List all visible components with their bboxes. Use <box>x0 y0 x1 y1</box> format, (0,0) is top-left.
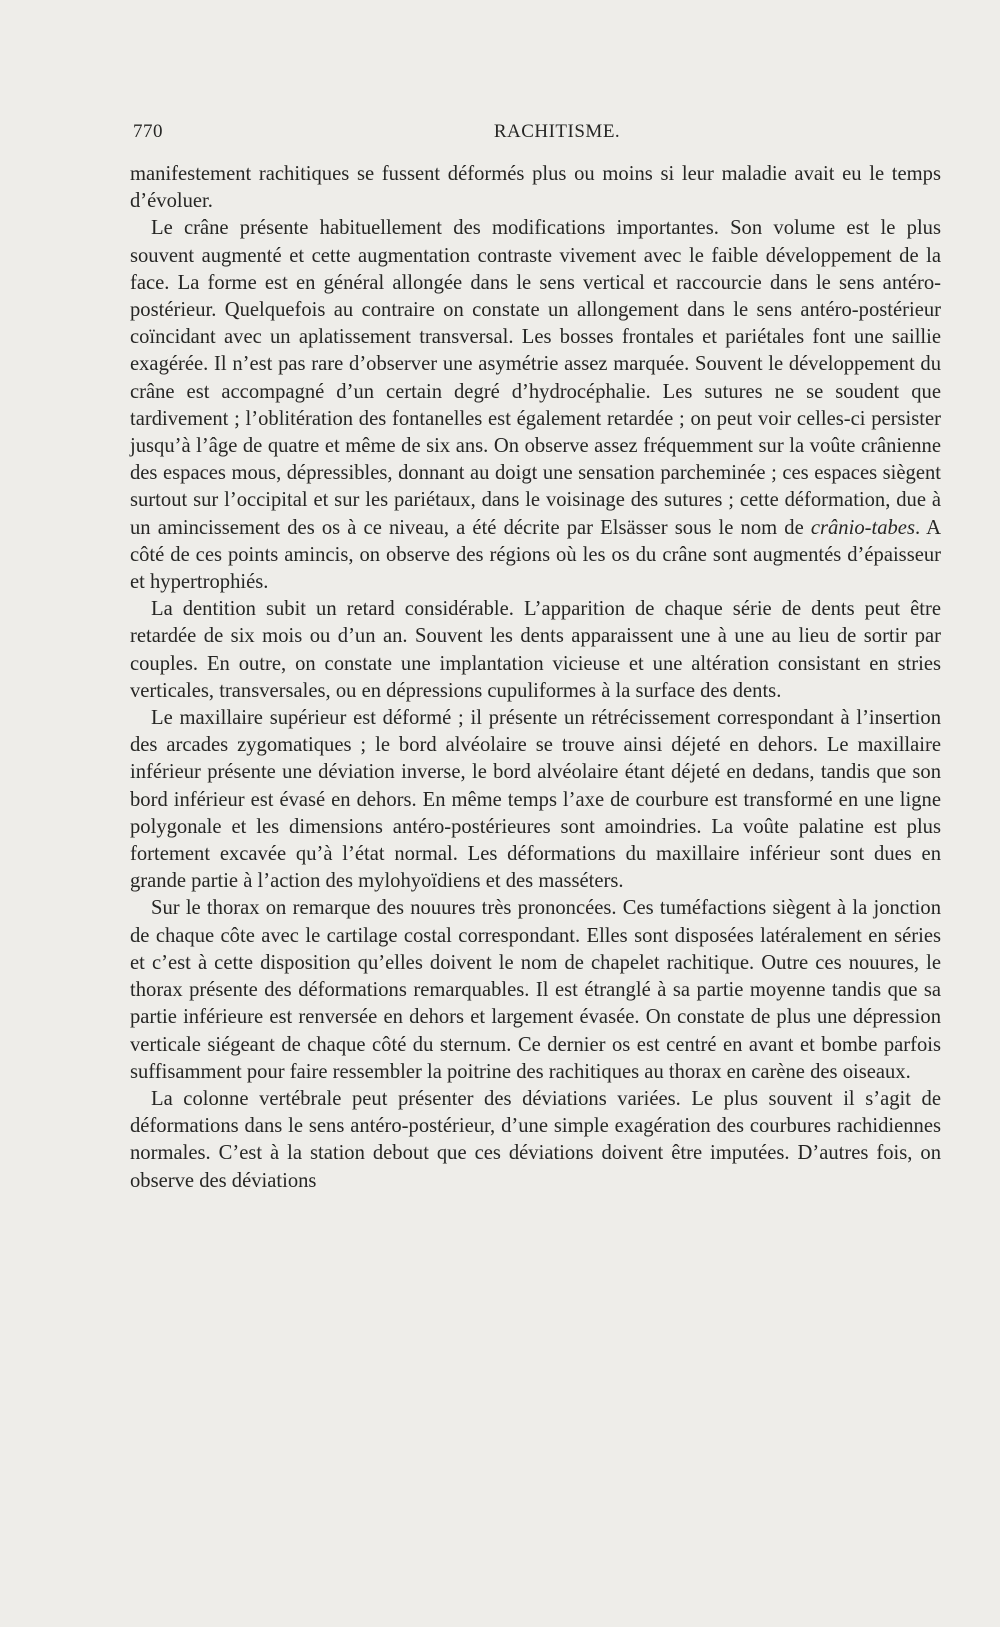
text-run: manifestement rachitiques se fussent déformés plus ou moins si leur maladie avait eu le temps d’évoluer. <box>130 163 941 213</box>
paragraph-thorax <box>130 895 941 1085</box>
text-run: La colonne vertébrale peut présenter des déviations variées. Le plus souvent il s’agit de déformations dans le sens antéro-postérieur, d’une simple exagération des courbures rachidiennes normales. C’est à la station debout que ces déviations doivent être imputées. D’autres fois, on observe des déviations <box>130 1087 941 1192</box>
text-run: Sur le thorax on remarque des nouures très prononcées. Ces tuméfactions siègent à la jonction de chaque côte avec le cartilage costal correspondant. Elles sont disposées latéralement en séries et c’est à cette disposition qu’elles doivent le nom de chapelet rachitique. Outre ces nouures, le thorax présente des déformations remarquables. Il est étranglé à sa partie moyenne tandis que sa partie inférieure est renversée en dehors et largement évasée. On constate de plus une dépression verticale siégeant de chaque côté du sternum. Ce dernier os est centré en avant et bombe parfois suffisamment pour faire ressembler la poitrine des rachitiques au thorax en carène des oiseaux. <box>130 897 941 1083</box>
running-title: RACHITISME. <box>493 121 621 142</box>
body-text <box>130 161 941 1195</box>
text-run: Le crâne présente habituellement des modifications importantes. Son volume est le plus souvent augmenté et cette augmentation contraste vivement avec le faible développement de la face. La forme est en général allongée dans le sens vertical et raccourcie dans le sens antéro-postérieur. Quelquefois au contraire on constate un allongement dans le sens antéro-postérieur coïncidant avec un aplatissement transversal. Les bosses frontales et pariétales font une saillie exagérée. Il n’est pas rare d’observer une asymétrie assez marquée. Souvent le développement du crâne est accompagné d’un certain degré d’hydrocéphalie. Les sutures ne se soudent que tardivement ; l’oblitération des fontanelles est également retardée ; on peut voir celles-ci persister jusqu’à l’âge de quatre et même de six ans. On observe assez fréquemment sur la voûte crânienne des espaces mous, dépressibles, donnant au doigt une sensation parcheminée ; ces espaces siègent surtout sur l’occipital et sur les pariétaux, dans le voisinage des sutures ; cette déformation, due à un amincissement des os à ce niveau, a été décrite par Elsässer sous le nom de <box>130 217 941 539</box>
italic-term: crânio-tabes <box>810 516 915 539</box>
paragraph-continued <box>130 161 941 215</box>
text-run: . A côté de ces points amincis, on observe des régions où les os du crâne sont augmentés d’épaisseur et hypertrophiés. <box>130 516 941 594</box>
text-run: Le maxillaire supérieur est déformé ; il présente un rétrécissement correspondant à l’insertion des arcades zygomatiques ; le bord alvéolaire se trouve ainsi déjeté en dehors. Le maxillaire inférieur présente une déviation inverse, le bord alvéolaire étant déjeté en dedans, tandis que son bord inférieur est évasé en dehors. En même temps l’axe de courbure est transformé en une ligne polygonale et les dimensions antéro-postérieures sont amoindries. La voûte palatine est plus fortement excavée qu’à l’état normal. Les déformations du maxillaire inférieur sont dues en grande partie à l’action des mylohyoïdiens et des masséters. <box>130 707 941 893</box>
page-number: 770 <box>133 121 163 142</box>
running-head <box>133 121 941 151</box>
paragraph-spine <box>130 1086 941 1195</box>
paragraph-dentition <box>130 596 941 705</box>
paragraph-skull <box>130 215 941 596</box>
text-run: La dentition subit un retard considérable. L’apparition de chaque série de dents peut être retardée de six mois ou d’un an. Souvent les dents apparaissent une à une au lieu de sortir par couples. En outre, on constate une implantation vicieuse et une altération consistant en stries verticales, transversales, ou en dépressions cupuliformes à la surface des dents. <box>130 598 941 702</box>
paragraph-maxillary <box>130 705 941 895</box>
